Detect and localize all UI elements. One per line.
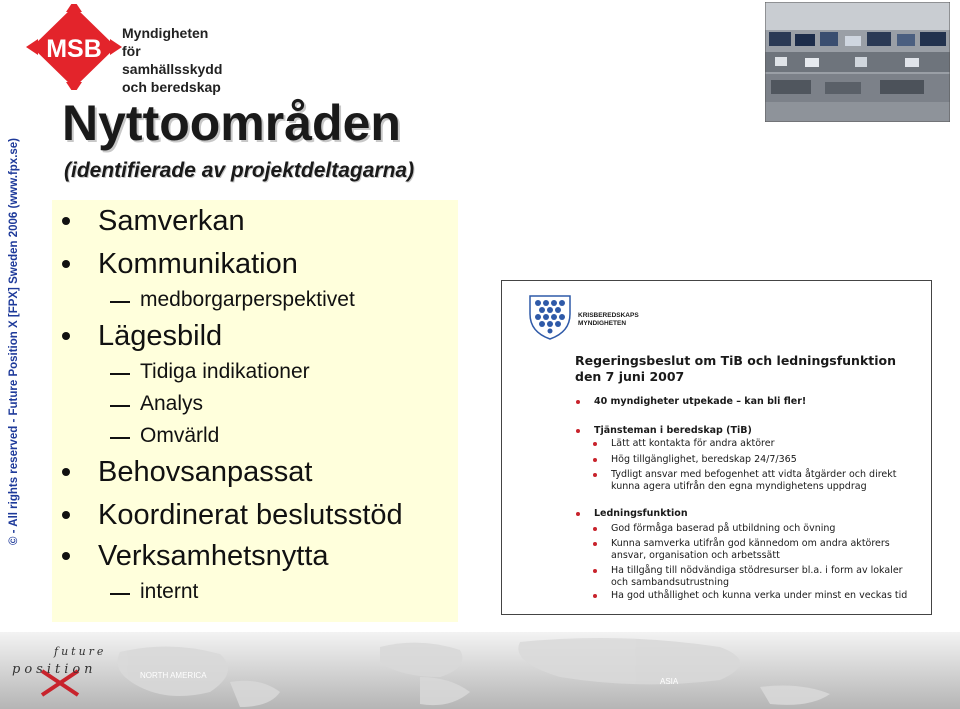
copyright-vertical: © - All rights reserved - Future Position X [FPX] Sweden 2006 (www.fpx.se) — [8, 137, 20, 545]
doc-item-tib-1: Lätt att kontakta för andra aktörer — [611, 438, 775, 449]
doc-item-led-4: Ha god uthållighet och kunna verka under minst en veckas tid — [611, 590, 908, 601]
document-heading-line1: Regeringsbeslut om TiB och ledningsfunktion — [575, 353, 897, 368]
embedded-document — [501, 280, 932, 615]
msb-name — [122, 24, 226, 96]
page-title: Nyttoområden — [62, 95, 401, 151]
msb-abbr: MSB — [46, 35, 102, 63]
doc-item-led-2b: ansvar, organisation och arbetssätt — [611, 550, 780, 561]
doc-item-tib-2: Hög tillgänglighet, beredskap 24/7/365 — [611, 454, 797, 465]
msb-emblem-icon — [26, 4, 122, 90]
document-heading-line2: den 7 juni 2007 — [575, 369, 685, 384]
page-subtitle: (identifierade av projektdeltagarna) — [64, 159, 415, 182]
sub-bullet-tidiga: Tidiga indikationer — [140, 358, 310, 386]
control-room-photo — [765, 2, 950, 122]
document-heading — [575, 353, 925, 385]
document-agency — [578, 312, 639, 328]
msb-name-line3: och beredskap — [122, 79, 221, 95]
doc-item-tib: Tjänsteman i beredskap (TiB) — [594, 425, 752, 436]
fp-brand-top: future — [54, 645, 107, 658]
doc-item-tib-3a: Tydligt ansvar med befogenhet att vidta åtgärder och direkt — [611, 469, 897, 480]
map-label-north-america: NORTH AMERICA — [140, 671, 207, 680]
bullet-panel — [52, 200, 458, 622]
bullet-samverkan: Samverkan — [98, 205, 245, 237]
bullet-verksamhet: Verksamhetsnytta — [98, 540, 329, 572]
bullet-lagesbild: Lägesbild — [98, 320, 223, 352]
sub-bullet-medborgar: medborgarperspektivet — [140, 286, 355, 314]
doc-item-led-2a: Kunna samverka utifrån god kännedom om andra aktörers — [611, 538, 890, 549]
msb-logo — [26, 4, 226, 95]
doc-item-ledning: Ledningsfunktion — [594, 508, 688, 519]
future-position-logo — [10, 645, 110, 697]
doc-item-40-myndigheter: 40 myndigheter utpekade – kan bli fler! — [594, 396, 807, 407]
doc-item-tib-3b: kunna agera utifrån den egna myndighetens uppdrag — [611, 481, 867, 492]
document-agency-line1: KRISBEREDSKAPS — [578, 312, 639, 319]
bullet-kommunikation: Kommunikation — [98, 248, 298, 280]
sub-bullet-omvarld: Omvärld — [140, 422, 219, 450]
doc-item-led-3b: och sambandsutrustning — [611, 577, 730, 588]
doc-item-led-1: God förmåga baserad på utbildning och övning — [611, 523, 836, 534]
doc-item-led-3a: Ha tillgång till nödvändiga stödresurser bl.a. i form av lokaler — [611, 565, 903, 576]
document-agency-line2: MYNDIGHETEN — [578, 320, 627, 327]
sub-bullet-internt: internt — [140, 578, 198, 606]
bullet-behov: Behovsanpassat — [98, 456, 313, 488]
fp-brand-bottom: position — [12, 662, 97, 677]
bullet-koordinerat: Koordinerat beslutsstöd — [98, 499, 403, 531]
msb-name-line2: samhällsskydd — [122, 61, 223, 77]
msb-name-line1: Myndigheten för — [122, 25, 209, 59]
footer-band — [0, 632, 960, 709]
krisberedskap-shield-icon — [528, 294, 572, 340]
map-label-asia: ASIA — [660, 677, 679, 686]
sub-bullet-analys: Analys — [140, 390, 203, 418]
